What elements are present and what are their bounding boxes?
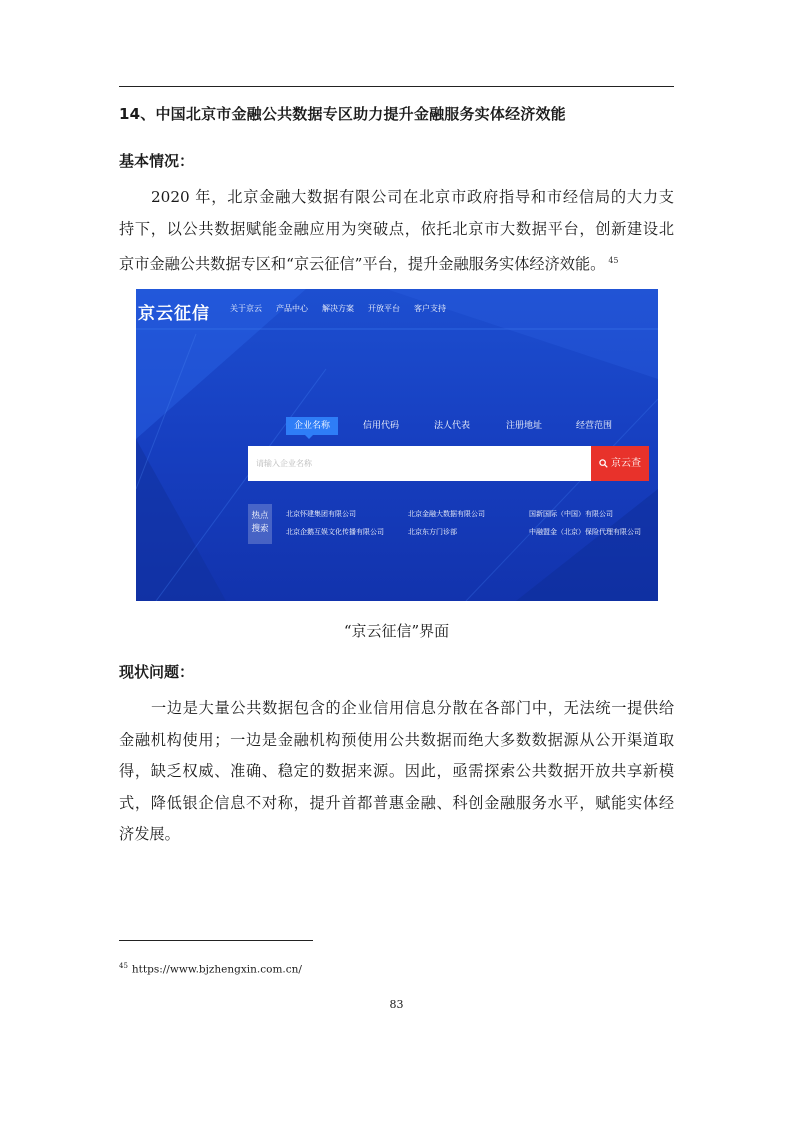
figure-caption: “京云征信”界面 (343, 622, 450, 640)
footnote-reference[interactable]: 45 (608, 256, 619, 265)
search-button[interactable] (591, 446, 649, 481)
search-tabs (286, 417, 646, 435)
nav-support[interactable]: 客户支持 (414, 304, 446, 313)
active-tab-caret (304, 434, 314, 439)
tab-legal-rep[interactable]: 法人代表 (434, 421, 471, 431)
page-number: 83 (389, 998, 404, 1011)
problem-line-5: 济发展。 (119, 825, 180, 843)
tab-credit-code[interactable]: 信用代码 (363, 421, 400, 431)
section-title: 14、中国北京市金融公共数据专区助力提升金融服务实体经济效能 (119, 105, 566, 123)
basic-line-2: 持下，以公共数据赋能金融应用为突破点，依托北京市大数据平台，创新建设北 (119, 219, 674, 238)
footnote (119, 962, 302, 976)
problem-line-2: 金融机构使用；一边是金融机构预使用公共数据而绝大多数数据源从公开渠道取 (119, 730, 674, 749)
site-nav (230, 303, 446, 314)
footnote-rule (119, 940, 313, 941)
nav-about[interactable]: 关于京云 (230, 304, 262, 313)
problem-heading: 现状问题： (119, 663, 195, 681)
hot-company-link[interactable]: 国新国际（中国）有限公司 (529, 510, 613, 518)
nav-open-platform[interactable]: 开放平台 (368, 304, 400, 313)
hot-company-link[interactable]: 中融盟金（北京）保险代理有限公司 (529, 528, 641, 536)
header-rule (119, 86, 674, 87)
nav-solutions[interactable]: 解决方案 (322, 304, 354, 313)
background-pattern (136, 289, 658, 601)
problem-paragraph (119, 693, 674, 851)
search-icon (599, 459, 608, 468)
problem-line-4: 式，降低银企信息不对称，提升首都普惠金融、科创金融服务水平，赋能实体经 (119, 793, 674, 812)
footnote-number: 45 (119, 962, 128, 970)
hot-label-line-2: 搜索 (251, 524, 269, 534)
hot-company-link[interactable]: 北京金融大数据有限公司 (408, 510, 485, 518)
tab-company-name[interactable]: 企业名称 (286, 417, 338, 435)
nav-products[interactable]: 产品中心 (276, 304, 308, 313)
problem-line-1: 一边是大量公共数据包含的企业信用信息分散在各部门中，无法统一提供给 (151, 699, 674, 717)
jingyun-screenshot (136, 289, 658, 601)
hot-company-link[interactable]: 北京怀建集团有限公司 (286, 510, 356, 518)
basic-paragraph (119, 182, 674, 281)
site-logo[interactable]: 京云征信 (138, 304, 210, 324)
search-button-label: 京云查 (611, 458, 641, 469)
problem-line-3: 得，缺乏权威、准确、稳定的数据来源。因此，亟需探索公共数据开放共享新模 (119, 762, 674, 780)
basic-heading: 基本情况： (119, 152, 195, 170)
hot-company-link[interactable]: 北京东方门诊部 (408, 528, 457, 536)
hot-company-link[interactable]: 北京企鹅互娱文化传播有限公司 (286, 528, 384, 536)
basic-line-1: 2020 年，北京金融大数据有限公司在北京市政府指导和市经信局的大力支 (151, 188, 674, 206)
hot-label-line-1: 热点 (251, 511, 269, 521)
footnote-url[interactable]: https://www.bjzhengxin.com.cn/ (131, 963, 302, 976)
hot-search-label (248, 504, 272, 544)
basic-line-3-text: 京市金融公共数据专区和“京云征信”平台，提升金融服务实体经济效能。 (119, 255, 606, 274)
tab-business-scope[interactable]: 经营范围 (576, 421, 613, 431)
company-search-input[interactable]: 请输入企业名称 (248, 446, 591, 481)
tab-address[interactable]: 注册地址 (506, 421, 543, 431)
basic-line-3 (119, 245, 674, 281)
